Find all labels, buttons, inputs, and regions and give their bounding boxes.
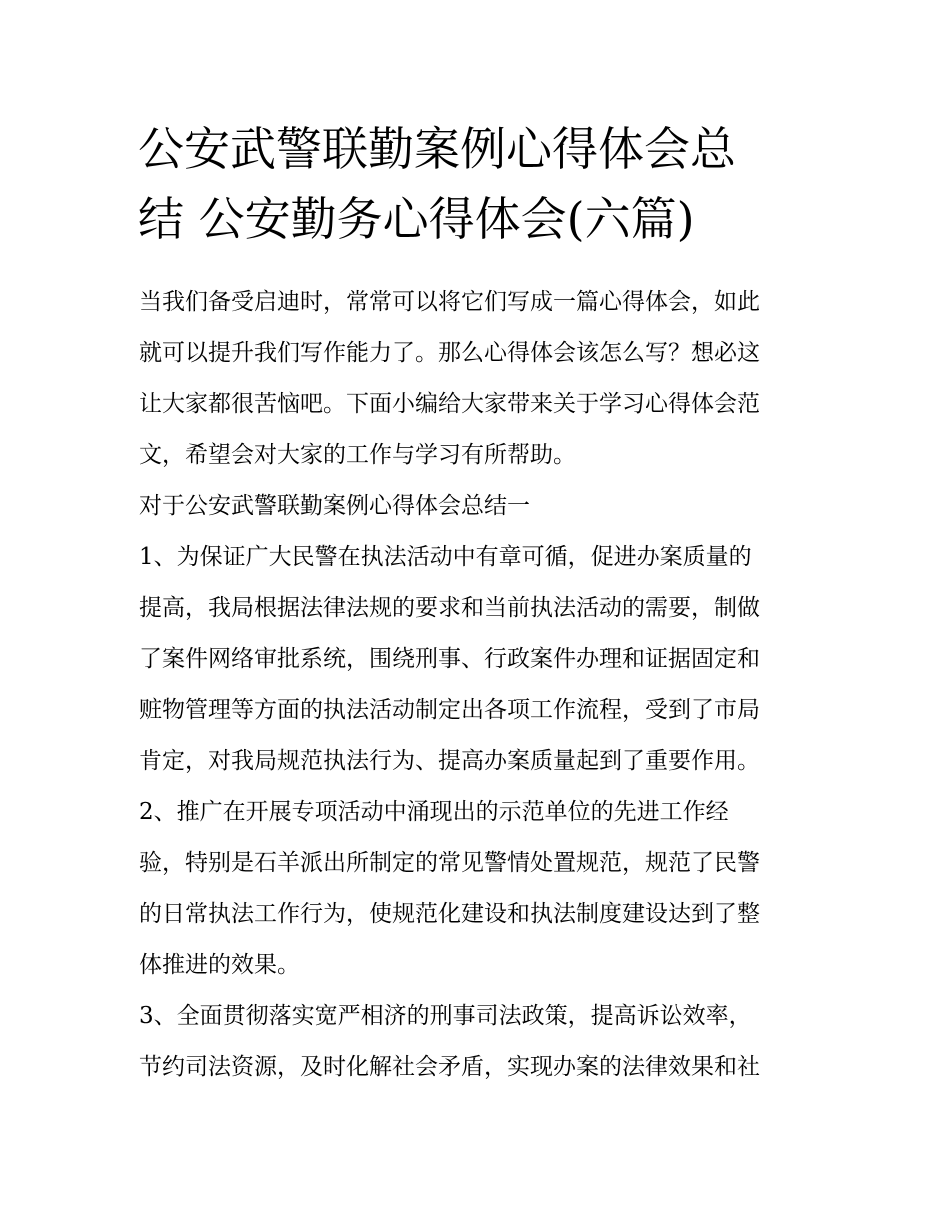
paragraph-line: 就可以提升我们写作能力了。那么心得体会该怎么写？想必这 xyxy=(139,340,760,366)
paragraph-line: 2、推广在开展专项活动中涌现出的示范单位的先进工作经 xyxy=(139,799,729,825)
document-body xyxy=(139,280,829,1096)
paragraph-line: 的日常执法工作行为，使规范化建设和执法制度建设达到了整 xyxy=(139,901,760,927)
paragraph-line: 提高，我局根据法律法规的要求和当前执法活动的需要，制做 xyxy=(139,595,760,621)
paragraph-line: 节约司法资源，及时化解社会矛盾，实现办案的法律效果和社 xyxy=(139,1054,760,1080)
paragraph-line: 肯定，对我局规范执法行为、提高办案质量起到了重要作用。 xyxy=(139,748,760,774)
paragraph-line: 1、为保证广大民警在执法活动中有章可循，促进办案质量的 xyxy=(139,544,752,570)
section-heading: 对于公安武警联勤案例心得体会总结一 xyxy=(139,493,530,519)
paragraph-line: 让大家都很苦恼吧。下面小编给大家带来关于学习心得体会范 xyxy=(139,391,760,417)
paragraph-line: 赃物管理等方面的执法活动制定出各项工作流程，受到了市局 xyxy=(139,697,760,723)
paragraph-line: 体推进的效果。 xyxy=(139,952,300,978)
paragraph-line: 了案件网络审批系统，围绕刑事、行政案件办理和证据固定和 xyxy=(139,646,760,672)
title-line: 公安武警联勤案例心得体会总 xyxy=(138,122,736,176)
paragraph-line: 验，特别是石羊派出所制定的常见警情处置规范，规范了民警 xyxy=(139,850,760,876)
paragraph-line: 当我们备受启迪时，常常可以将它们写成一篇心得体会，如此 xyxy=(139,289,760,315)
paragraph-line: 文，希望会对大家的工作与学习有所帮助。 xyxy=(139,442,576,468)
title-line: 结 公安勤务心得体会(六篇) xyxy=(138,192,695,246)
paragraph-line: 3、全面贯彻落实宽严相济的刑事司法政策，提高诉讼效率， xyxy=(139,1003,752,1029)
document-title xyxy=(138,114,818,254)
